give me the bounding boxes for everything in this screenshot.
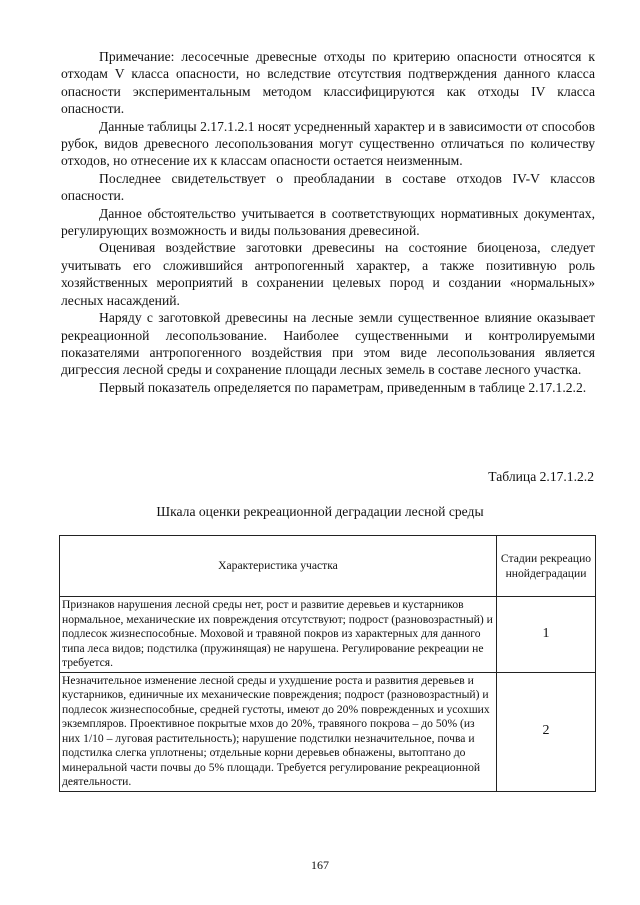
header-degradation-stages: Стадии рекреационнойдеградации [497,536,596,597]
row-description: Незначительное изменение лесной среды и ухудшение роста и развития деревьев и кустарников, единичные их механические повреждения; подрост (разновозрастный) и подлесок жизнеспособные, средней густоты, имеют до 20% поврежденных и усохших экземпляров. Проективное покрытые мхов до 20%, травяного покрова – до 50% (из них 1/10 – луговая растительность); нарушение подстилки незначительное, почва и подстилка слегка уплотнены; отдельные корни деревьев обнажены, вытоптано до минеральной части почвы до 5% площади. Требуется регулирование рекреационной деятельности. [60,672,497,791]
table-label: Таблица 2.17.1.2.2 [488,469,594,484]
paragraph-note: Примечание: лесосечные древесные отходы по критерию опасности относятся к отходам V класса опасности, но вследствие отсутствия подтверждения данного класса опасности экспериментальным методом классифицируются как отходы IV класса опасности. [61,49,595,117]
table-title: Шкала оценки рекреационной деградации лесной среды [156,504,484,519]
paragraph-biocenosis: Оценивая воздействие заготовки древесины на состояние биоценоза, следует учитывать его сложившийся антропогенный характер, а также позитивную роль хозяйственных мероприятий в сохранении целевых пород и создании «нормальных» лесных насаждений. [61,240,595,308]
degradation-scale-table [59,535,596,792]
header-site-characteristic: Характеристика участка [60,536,497,597]
paragraph-normative: Данное обстоятельство учитывается в соответствующих нормативных документах, регулирующих возможность и виды пользования древесиной. [61,205,595,239]
table-header-row [60,536,596,597]
table-row [60,597,596,673]
paragraph-table-data: Данные таблицы 2.17.1.2.1 носят усредненный характер и в зависимости от способов рубок, видов древесного лесопользования могут существенно отличаться по количеству отходов, но отнесение их к классам опасности остается неизменным. [61,118,595,169]
row-stage: 2 [497,672,596,791]
row-stage: 1 [497,597,596,673]
paragraph-first-indicator: Первый показатель определяется по параметрам, приведенным в таблице 2.17.1.2.2. [99,379,587,395]
table-row [60,672,596,791]
paragraph-predominance: Последнее свидетельствует о преобладании в составе отходов IV-V классов опасности. [61,170,595,204]
body-text [61,48,595,396]
page-number: 167 [311,858,329,872]
paragraph-recreation: Наряду с заготовкой древесины на лесные земли существенное влияние оказывает рекреационной лесопользование. Наиболее существенными и контролируемыми показателями антропогенного воздействия при этом виде лесопользования является дигрессия лесной среды и сохранение площади лесных земель в составе лесного участка. [61,310,595,378]
row-description: Признаков нарушения лесной среды нет, рост и развитие деревьев и кустарников нормальное, механические их повреждения отсутствуют; подрост (разновозрастный) и подлесок жизнеспособные. Моховой и травяной покров из характерных для данного типа леса видов; подстилка (пружинящая) не нарушена. Регулирование рекреации не требуется. [60,597,497,673]
